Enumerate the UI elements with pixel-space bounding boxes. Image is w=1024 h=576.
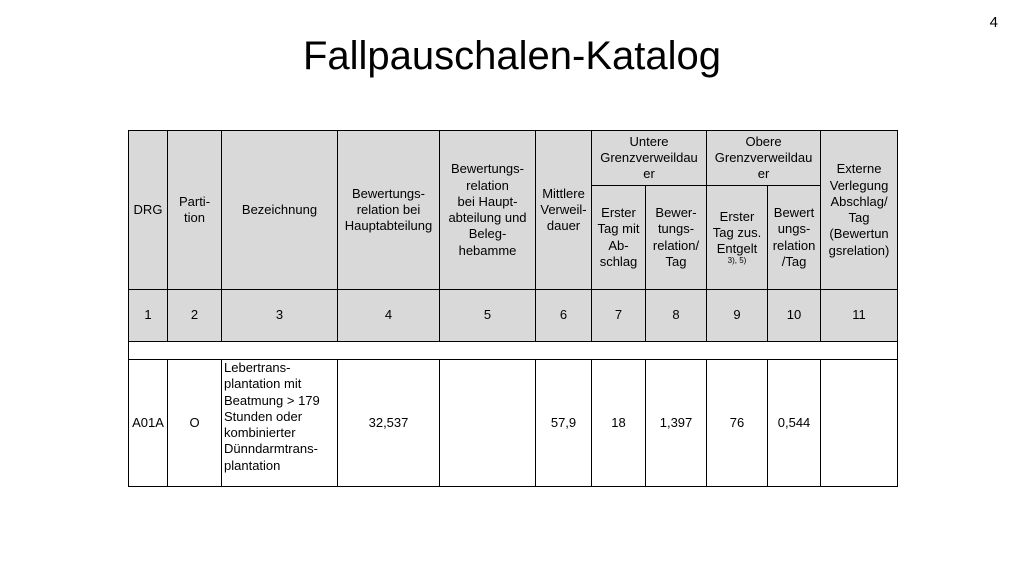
column-number: 2 <box>168 290 222 342</box>
table-row <box>129 360 898 487</box>
header-drg: DRG <box>129 131 168 290</box>
header-bezeichnung: Bezeichnung <box>222 131 338 290</box>
column-number: 3 <box>222 290 338 342</box>
cell-drg: A01A <box>129 360 168 487</box>
cell-mittlere-verweildauer: 57,9 <box>536 360 592 487</box>
column-number: 1 <box>129 290 168 342</box>
cell-untere-bewertungsrelation: 1,397 <box>646 360 707 487</box>
column-number: 9 <box>707 290 768 342</box>
header-row <box>129 131 898 186</box>
header-obere-erster-tag: Erster Tag zus. Entgelt 3), 5) <box>707 186 768 290</box>
column-number: 10 <box>768 290 821 342</box>
spacer-cell <box>129 342 898 360</box>
cell-bewertungsrelation-beleghebamme <box>440 360 536 487</box>
cell-externe-verlegung <box>821 360 898 487</box>
cell-partition: O <box>168 360 222 487</box>
column-number: 11 <box>821 290 898 342</box>
header-partition: Parti- tion <box>168 131 222 290</box>
slide-number: 4 <box>989 14 998 31</box>
header-externe-verlegung: Externe Verlegung Abschlag/ Tag (Bewertun gsrelation) <box>821 131 898 290</box>
header-mittlere-verweildauer: Mittlere Verweil- dauer <box>536 131 592 290</box>
header-bewertungsrelation-beleghebamme: Bewertungs- relation bei Haupt- abteilung und Beleg- hebamme <box>440 131 536 290</box>
cell-untere-erster-tag: 18 <box>592 360 646 487</box>
header-untere-grenzverweildauer: Untere Grenzverweildau er <box>592 131 707 186</box>
header-obere-grenzverweildauer: Obere Grenzverweildau er <box>707 131 821 186</box>
header-obere-bewertungsrelation: Bewert ungs- relation /Tag <box>768 186 821 290</box>
header-bewertungsrelation-hauptabteilung: Bewertungs- relation bei Hauptabteilung <box>338 131 440 290</box>
header-untere-erster-tag: Erster Tag mit Ab- schlag <box>592 186 646 290</box>
spacer-row <box>129 342 898 360</box>
slide-title: Fallpauschalen-Katalog <box>302 34 722 78</box>
column-number-row <box>129 290 898 342</box>
cell-bezeichnung: Lebertrans- plantation mit Beatmung > 179 Stunden oder kombinierter Dünndarmtrans- plantation <box>222 360 338 487</box>
footnote-marker: 3), 5) <box>727 256 747 266</box>
cell-bewertungsrelation-hauptabteilung: 32,537 <box>338 360 440 487</box>
drg-catalog-table <box>128 130 898 487</box>
cell-obere-bewertungsrelation: 0,544 <box>768 360 821 487</box>
column-number: 5 <box>440 290 536 342</box>
cell-obere-erster-tag: 76 <box>707 360 768 487</box>
column-number: 7 <box>592 290 646 342</box>
header-untere-bewertungsrelation: Bewer- tungs- relation/ Tag <box>646 186 707 290</box>
column-number: 8 <box>646 290 707 342</box>
column-number: 6 <box>536 290 592 342</box>
column-number: 4 <box>338 290 440 342</box>
